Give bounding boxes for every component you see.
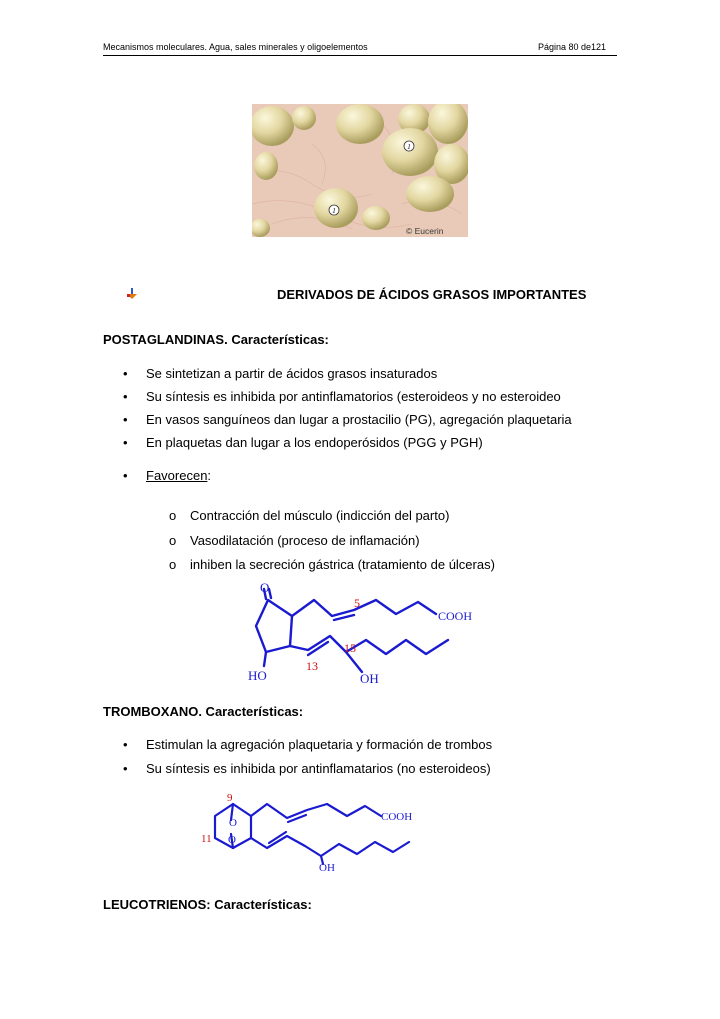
ring-oxygen-label: O <box>228 834 236 846</box>
fat-droplet <box>292 106 316 130</box>
header-title: Mecanismos moleculares. Agua, sales minerales y oligoelementos <box>103 42 368 52</box>
prostaglandin-structure <box>236 580 482 688</box>
sub-list-item: Vasodilatación (proceso de inflamación) <box>190 533 420 548</box>
oh-label: OH <box>319 862 335 872</box>
fat-droplet <box>406 176 454 212</box>
fat-droplet <box>254 152 278 180</box>
fat-cells-photo <box>252 104 468 237</box>
cooh-label: COOH <box>438 609 473 623</box>
ring <box>256 600 292 652</box>
fat-droplet <box>362 206 390 230</box>
fat-droplet <box>382 128 438 176</box>
carbon-5-label: 5 <box>354 596 360 610</box>
ho-label: HO <box>248 668 267 683</box>
list-item: En vasos sanguíneos dan lugar a prostacilio (PG), agregación plaquetaria <box>146 412 572 427</box>
list-item: Estimulan la agregación plaquetaria y formación de trombos <box>146 737 493 752</box>
sub-list-marker: o <box>169 533 177 548</box>
sub-list-marker: o <box>169 508 177 523</box>
list-item: Su síntesis es inhibida por antinflamatorios (esteroideos y no esteroideo <box>146 389 561 404</box>
tromboxano-title: TROMBOXANO. Características: <box>103 704 304 719</box>
list-item: Su síntesis es inhibida por antinflamatarios (no esteroideos) <box>146 761 491 776</box>
favorecen-colon: : <box>207 468 212 483</box>
bullet-marker: • <box>123 366 128 381</box>
header-page-number: Página 80 de121 <box>538 42 607 52</box>
list-item: En plaquetas dan lugar a los endoperósidos (PGG y PGH) <box>146 435 483 450</box>
bullet-marker: • <box>123 389 128 404</box>
leucotrienos-title: LEUCOTRIENOS: Características: <box>103 897 312 912</box>
cell-label-1: 1 <box>407 143 411 151</box>
carbon-11-label: 11 <box>201 833 212 845</box>
thromboxane-structure <box>195 790 425 872</box>
fat-droplet <box>252 106 294 146</box>
postaglandinas-title: POSTAGLANDINAS. Características: <box>103 332 329 347</box>
carbon-9-label: 9 <box>227 792 233 804</box>
carbon-13-label: 13 <box>306 659 318 673</box>
section-heading: DERIVADOS DE ÁCIDOS GRASOS IMPORTANTES <box>277 287 587 302</box>
arrow-down-icon <box>125 287 139 301</box>
list-item: Se sintetizan a partir de ácidos grasos insaturados <box>146 366 438 381</box>
carbonyl-o-label: O <box>260 580 270 595</box>
bullet-marker: • <box>123 761 128 776</box>
sub-list-item: inhiben la secreción gástrica (tratamiento de úlceras) <box>190 557 495 572</box>
photo-watermark: © Eucerin <box>406 226 444 236</box>
oh-label: OH <box>360 671 379 686</box>
bullet-marker: • <box>123 737 128 752</box>
favorecen-label: Favorecen <box>146 468 208 483</box>
cell-label-2: 1 <box>332 207 336 215</box>
carbon-15-label: 15 <box>344 641 356 655</box>
bullet-marker: • <box>123 412 128 427</box>
bullet-marker: • <box>123 435 128 450</box>
sub-list-marker: o <box>169 557 177 572</box>
bullet-marker: • <box>123 468 128 483</box>
header-rule <box>103 55 617 56</box>
fat-droplet <box>336 104 384 144</box>
favorecen-item <box>146 468 211 483</box>
bridge-oxygen-label: O <box>229 817 237 829</box>
cooh-label: COOH <box>381 811 413 823</box>
sub-list-item: Contracción del músculo (indicción del parto) <box>190 508 450 523</box>
